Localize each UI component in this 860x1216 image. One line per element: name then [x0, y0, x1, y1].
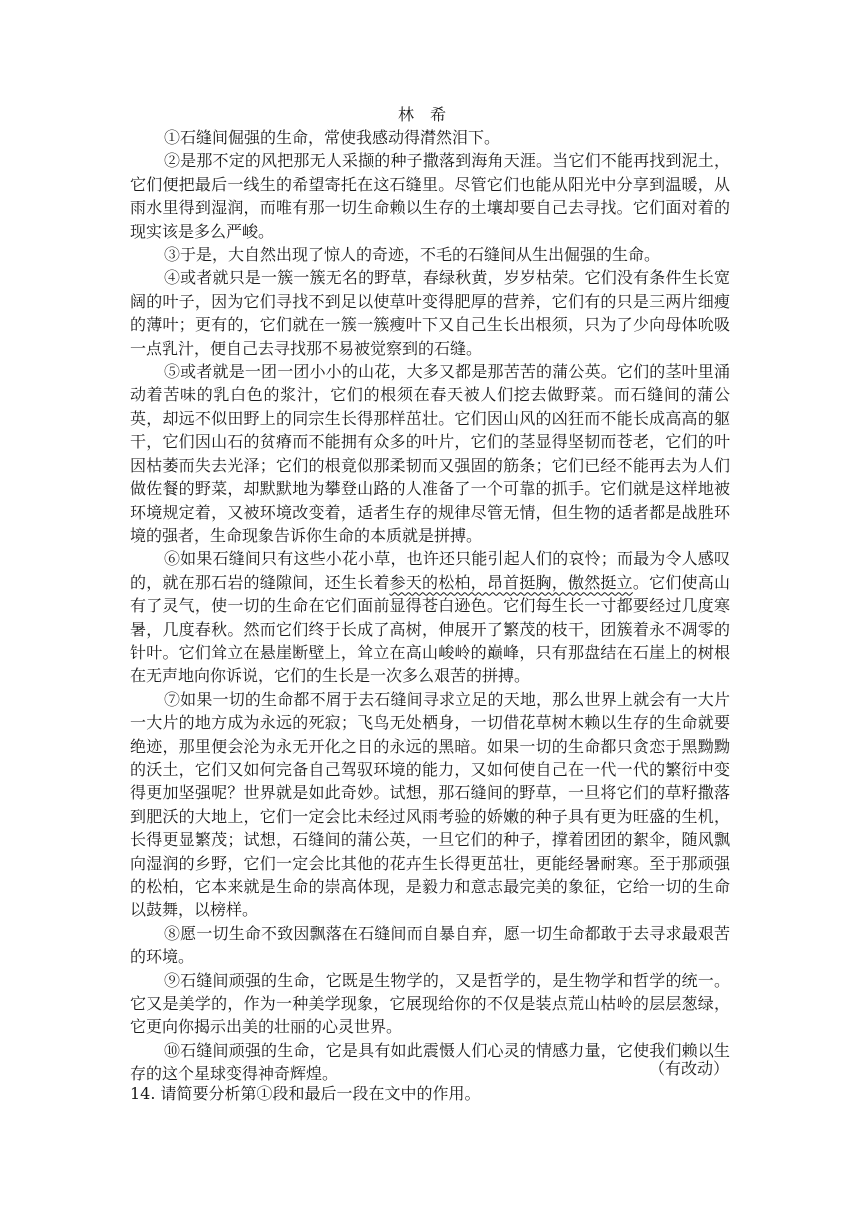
author-name: 林希	[397, 105, 462, 124]
source-note: （有改动）	[648, 1059, 729, 1078]
paragraph-7: ⑦如果一切的生命都不屑于去石缝间寻求立足的天地，那么世界上就会有一大片一大片的地方成为永远的死寂；飞鸟无处栖身，一切借花草树木赖以生存的生命就要绝迹，那里便会沦为永无开化之日的永远的黑暗。如果一切的生命都只贪恋于黑黝黝的沃土，它们又如何完备自己驾驭环境的能力，又如何使自己在一代一代的繁衍中变得更加坚强呢？世界就是如此奇妙。试想，那石缝间的野草，一旦将它们的草籽撒落到肥沃的大地上，它们一定会比未经过风雨考验的娇嫩的种子具有更为旺盛的生机，长得更显繁茂；试想，石缝间的蒲公英，一旦它们的种子，撑着团团的絮伞，随风飘向湿润的乡野，它们一定会比其他的花卉生长得更茁壮，更能经暑耐寒。至于那顽强的松柏，它本来就是生命的崇高体现，是毅力和意志最完美的象征，它给一切的生命以鼓舞，以榜样。	[130, 689, 730, 920]
paragraph-4: ④或者就只是一簇一簇无名的野草，春绿秋黄，岁岁枯荣。它们没有条件生长宽阔的叶子，因为它们寻找不到足以使草叶变得肥厚的营养，它们有的只是三两片细瘦的薄叶；更有的，它们就在一簇一簇瘦叶下又自己生长出根须，只为了少向母体吮吸一点乳汁，便自己去寻找那不易被觉察到的石缝。	[130, 268, 730, 358]
paragraph-6-before: ⑥如果石缝间只有这些小花小草，也许还只能引起人们的哀怜；而最为令人感叹的，就在那石岩的缝隙间，还生长着	[130, 549, 730, 592]
wavy-underlined-phrase: 参天的松柏，昂首挺胸，傲然挺立	[389, 572, 633, 592]
paragraph-1: ①石缝间倔强的生命，常使我感动得潸然泪下。	[164, 128, 501, 147]
paragraph-3: ③于是，大自然出现了惊人的奇迹，不毛的石缝间从生出倔强的生命。	[164, 245, 661, 265]
paragraph-10: ⑩石缝间顽强的生命，它是具有如此震慑人们心灵的情感力量，它使我们赖以生存的这个星球变得神奇辉煌。	[130, 1040, 730, 1084]
paragraph-6	[130, 547, 730, 687]
question-14: 14. 请简要分析第①段和最后一段在文中的作用。	[130, 1084, 481, 1103]
paragraph-9: ⑨石缝间顽强的生命，它既是生物学的，又是哲学的，是生物学和哲学的统一。它又是美学的，作为一种美学现象，它展现给你的不仅是装点荒山枯岭的层层葱绿，它更向你揭示出美的壮丽的心灵世界。	[130, 970, 730, 1037]
paragraph-6-after: 。它们使高山有了灵气，使一切的生命在它们面前显得苍白逊色。它们每生长一寸都要经过几度寒暑，几度春秋。然而它们终于长成了高树，伸展开了繁茂的枝干，团簇着永不凋零的针叶。它们耸立在悬崖断壁上，耸立在高山峻岭的巅峰，只有那盘结在石崖上的树根在无声地向你诉说，它们的生长是一次多么艰苦的拼搏。	[130, 572, 730, 686]
paragraph-2: ②是那不定的风把那无人采撷的种子撒落到海角天涯。当它们不能再找到泥土，它们便把最后一线生的希望寄托在这石缝里。尽管它们也能从阳光中分享到温暖，从雨水里得到湿润，而唯有那一切生命赖以生存的土壤却要自己去寻找。它们面对着的现实该是多么严峻。	[130, 151, 730, 241]
article-body	[130, 126, 730, 1086]
paragraph-5: ⑤或者就是一团一团小小的山花，大多又都是那苦苦的蒲公英。它们的茎叶里涌动着苦味的乳白色的浆汁，它们的根须在春天被人们挖去做野菜。而石缝间的蒲公英，却远不似田野上的同宗生长得那样茁壮。它们因山风的凶狂而不能长成高高的躯干，它们因山石的贫瘠而不能拥有众多的叶片，它们的茎显得坚韧而苍老，它们的叶因枯萎而失去光泽；它们的根竟似那柔韧而又强固的筋条；它们已经不能再去为人们做佐餐的野菜，却默默地为攀登山路的人准备了一个可靠的抓手。它们就是这样地被环境规定着，又被环境改变着，适者生存的规律尽管无情，但生物的适者都是战胜环境的强者，生命现象告诉你生命的本质就是拼搏。	[130, 362, 730, 545]
paragraph-8: ⑧愿一切生命不致因飘落在石缝间而自暴自弃，愿一切生命都敢于去寻求最艰苦的环境。	[130, 923, 730, 967]
